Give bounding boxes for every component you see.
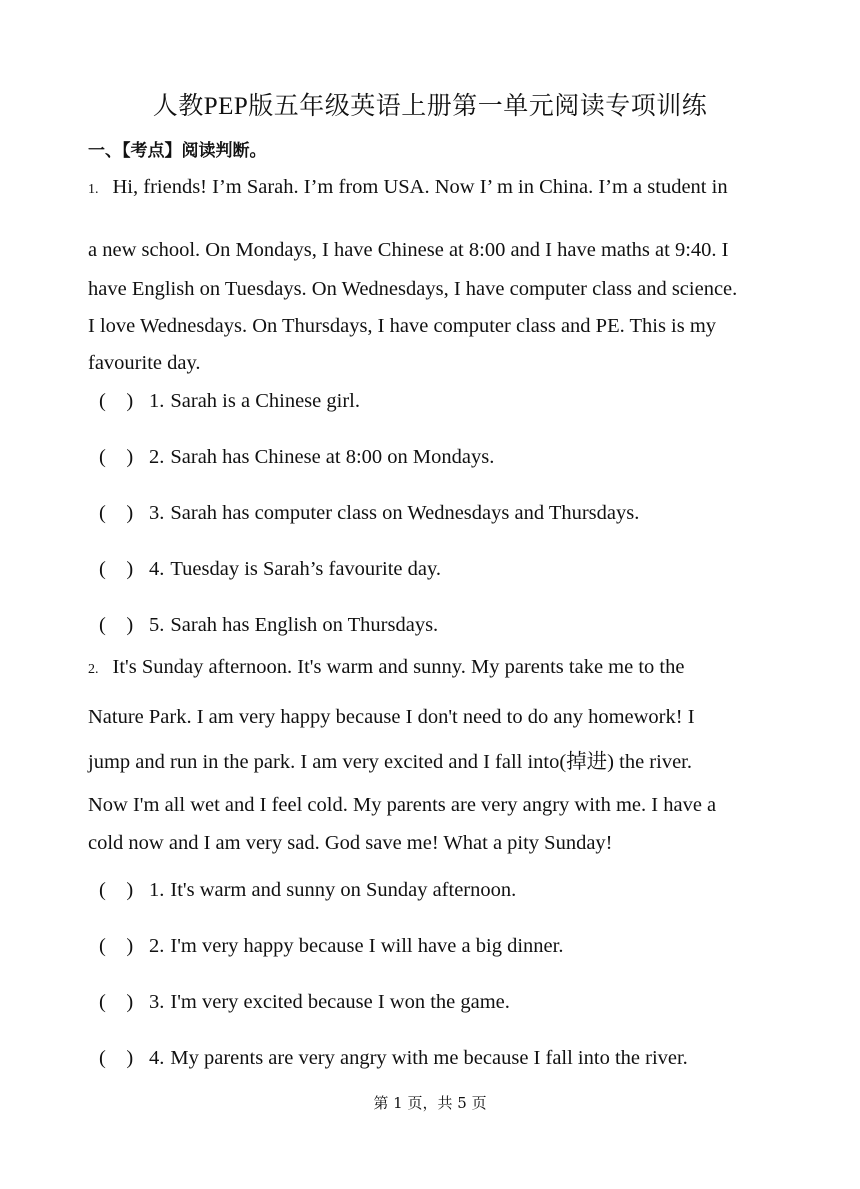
question-item: ( ) 1. Sarah is a Chinese girl. xyxy=(99,383,360,413)
question-item: ( ) 3. Sarah has computer class on Wednesdays and Thursdays. xyxy=(99,495,639,525)
answer-blank[interactable]: ( ) xyxy=(99,390,134,412)
passage-line: Now I'm all wet and I feel cold. My parents are very angry with me. I have a xyxy=(88,794,717,816)
passage-line: jump and run in the park. I am very excited and I fall into(掉进) the river. xyxy=(88,751,692,773)
passage-line: have English on Tuesdays. On Wednesdays, I have computer class and science. xyxy=(88,278,738,300)
answer-blank[interactable]: ( ) xyxy=(99,446,134,468)
answer-blank[interactable]: ( ) xyxy=(99,991,134,1013)
passage-1 xyxy=(88,176,778,382)
passage-line: 1. Hi, friends! I’m Sarah. I’m from USA. Now I’ m in China. I’m a student in xyxy=(88,176,728,198)
question-item: ( ) 4. My parents are very angry with me because I fall into the river. xyxy=(99,1040,688,1070)
question-item: ( ) 4. Tuesday is Sarah’s favourite day. xyxy=(99,551,441,581)
question-item: ( ) 5. Sarah has English on Thursdays. xyxy=(99,607,438,637)
passage-line: favourite day. xyxy=(88,352,201,374)
answer-blank[interactable]: ( ) xyxy=(99,502,134,524)
passage-number: 1. xyxy=(88,182,99,197)
passage-2 xyxy=(88,656,778,862)
answer-blank[interactable]: ( ) xyxy=(99,935,134,957)
section-heading: 一、【考点】阅读判断。 xyxy=(88,141,267,161)
passage-number: 2. xyxy=(88,662,99,677)
passage-line: cold now and I am very sad. God save me! What a pity Sunday! xyxy=(88,832,613,854)
passage-line: 2. It's Sunday afternoon. It's warm and sunny. My parents take me to the xyxy=(88,656,685,678)
question-item: ( ) 2. Sarah has Chinese at 8:00 on Mondays. xyxy=(99,439,494,469)
page-footer: 第 1 页，共 5 页 xyxy=(373,1094,487,1112)
answer-blank[interactable]: ( ) xyxy=(99,879,134,901)
page-title: 人教PEP版五年级英语上册第一单元阅读专项训练 xyxy=(152,93,708,120)
passage-line: a new school. On Mondays, I have Chinese at 8:00 and I have maths at 9:40. I xyxy=(88,239,729,261)
answer-blank[interactable]: ( ) xyxy=(99,614,134,636)
question-item: ( ) 2. I'm very happy because I will have a big dinner. xyxy=(99,928,563,958)
answer-blank[interactable]: ( ) xyxy=(99,558,134,580)
passage-line: I love Wednesdays. On Thursdays, I have computer class and PE. This is my xyxy=(88,315,717,337)
passage-line: Nature Park. I am very happy because I don't need to do any homework! I xyxy=(88,706,695,728)
answer-blank[interactable]: ( ) xyxy=(99,1047,134,1069)
question-item: ( ) 1. It's warm and sunny on Sunday afternoon. xyxy=(99,872,516,902)
question-item: ( ) 3. I'm very excited because I won the game. xyxy=(99,984,510,1014)
